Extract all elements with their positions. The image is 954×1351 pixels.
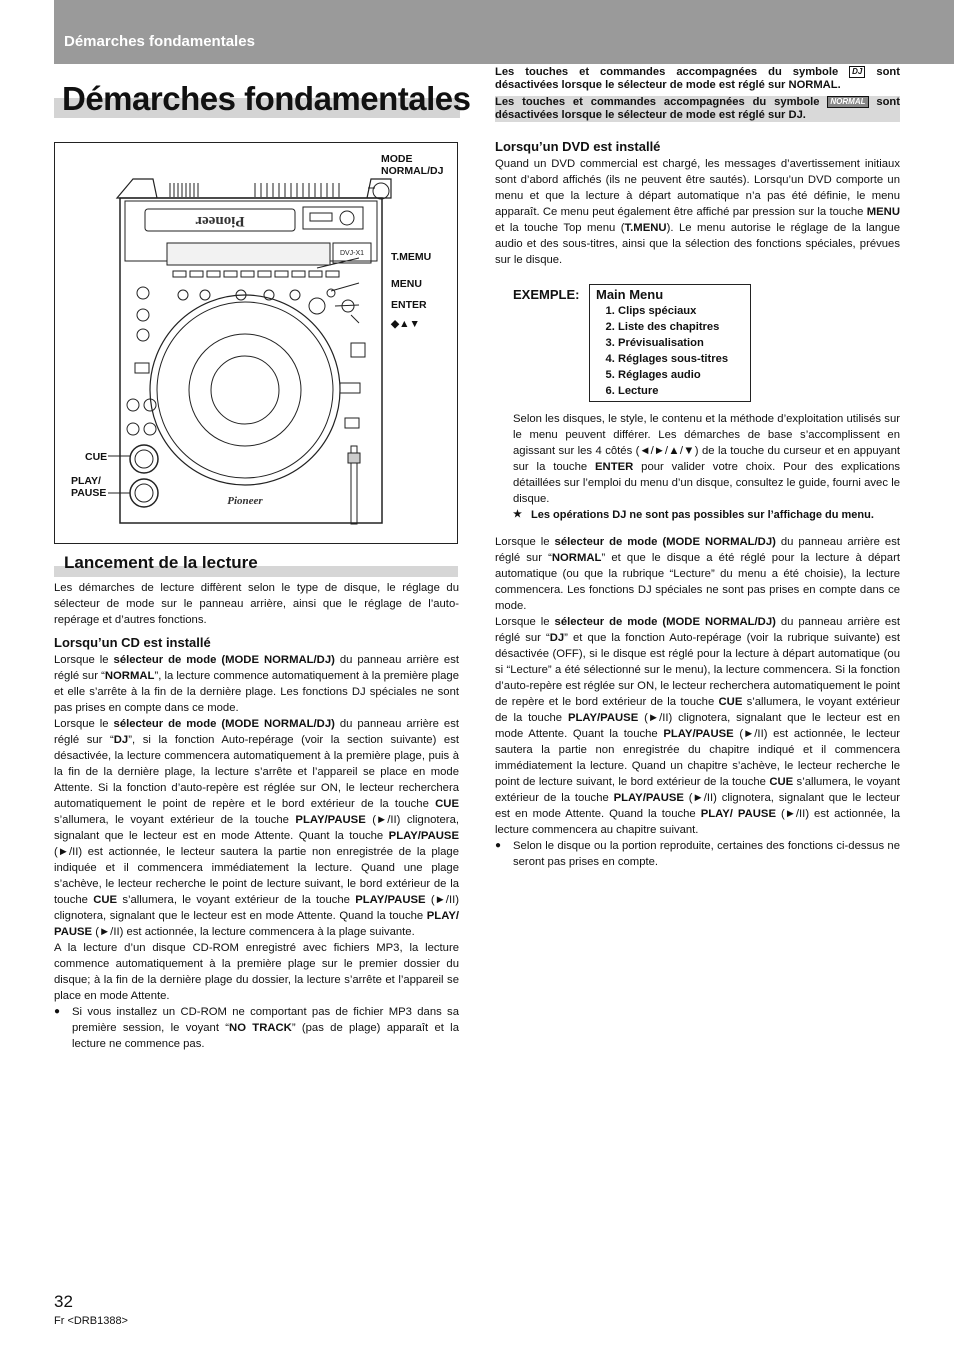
page-number: 32 [54, 1292, 73, 1311]
right-column-indented [513, 411, 900, 523]
header-bar [54, 0, 954, 64]
cd-paragraph-1: Lorsque le sélecteur de mode (MODE NORMAL/DJ) du panneau arrière est réglé sur “NORMAL”, la lecture commence automatiquement à la première plage et elle s’arrête à la fin de la dernière plage. Les fonctions DJ spéciales ne sont pas prises en compte dans ce mode. [54, 654, 459, 714]
callout-arrows: ◆▲▼ [391, 318, 420, 330]
menu-title: Main Menu [596, 287, 664, 302]
pioneer-logo-top: Pioneer [195, 213, 245, 229]
cd-paragraph-2: Lorsque le sélecteur de mode (MODE NORMAL/DJ) du panneau arrière est réglé sur “DJ”, si la fonction Auto-repérage (voir la section suivante) est désactivée, la lecture commencera automatiquement à la première plage, puis à la fin de la dernière plage, la lecture s’arrête et l’appareil se place en mode Attente. Si la fonction d’auto-repère est réglée sur ON, le lecteur recherchera automatiquement le point de repère et le bord extérieur de la touche CUE s’allumera, le voyant extérieur de la touche PLAY/PAUSE (►/II) clignotera, signalant que le lecteur est en mode Attente. Quant la touche PLAY/PAUSE (►/II) est actionnée, le lecteur sautera la partie non enregistrée de la plage indiquée et il commencera immédiatement la lecture. Quand une plage s’achève, le lecteur recherche le point de lecture suivant, le bord extérieur de la touche CUE s’allumera, le voyant extérieur de la touche PLAY/PAUSE (►/II) clignotera, signalant que le lecteur est en mode Attente. Quand la touche PLAY/ PAUSE (►/II) est actionnée, la lecture commencera à la plage suivante. [54, 718, 459, 938]
note-normal-text-b: sont désactivées lorsque le sélecteur de mode est réglé sur DJ. [495, 96, 900, 121]
dvd-star-note: ★ Les opérations DJ ne sont pas possibles sur l’affichage du menu. [513, 507, 900, 523]
section-title: Lancement de la lecture [64, 553, 258, 572]
right-column-top [495, 138, 900, 268]
dvd-paragraph-2: Selon les disques, le style, le contenu et la méthode d’exploitation utilisés sur le menu peuvent différer. Les démarches de base s’accomplissent en agissant sur les 4 côtés (◄/►/▲/▼) de la touche du curseur et en appuyant sur la touche ENTER pour valider votre choix. Pour des explications détaillées sur l’emploi du menu d’un disque, consultez le guide, fourni avec le disque. [513, 413, 900, 505]
dvd-paragraph-1: Quand un DVD commercial est chargé, les messages d’avertissement initiaux sont d’abord affichés (ils ne peuvent être sautés). Lorsqu’un DVD comporte un menu et que la lecture à départ automatique n’a pas été définie, le menu apparaît. Ce menu peut également être affiché par pression sur la touche MENU et la touche Top menu (T.MENU). Le menu autorise le réglage de la langue audio et des sous-titres, ainsi que la sélection des fonctions spéciales, prévues sur le disque. [495, 158, 900, 266]
header-section-title: Démarches fondamentales [64, 33, 255, 50]
dj-badge-icon: DJ [849, 66, 865, 78]
menu-item: 3. Prévisualisation [618, 335, 744, 351]
left-column [54, 580, 459, 1052]
dvd-heading: Lorsqu’un DVD est installé [495, 139, 661, 154]
menu-item: 1. Clips spéciaux [618, 303, 744, 319]
note-dj-text-b: sont désactivées lorsque le sélecteur de mode est réglé sur NORMAL. [495, 66, 900, 91]
mode-notes [495, 66, 900, 122]
callout-enter: ENTER [391, 299, 427, 311]
page-code: Fr <DRB1388> [54, 1315, 128, 1327]
cd-paragraph-3: A la lecture d’un disque CD-ROM enregistré avec fichiers MP3, la lecture commence automatiquement à la première plage sur le premier dossier du disque; à la fin de la dernière plage du dossier, la lecture s’arrête et l’appareil se place en mode Attente. [54, 942, 459, 1002]
device-illustration [55, 143, 457, 543]
dvd-paragraph-3: Lorsque le sélecteur de mode (MODE NORMAL/DJ) du panneau arrière est réglé sur “NORMAL” et que le disque a été réglé pour la lecture à départ automatique (ou que la rubrique “Lecture” du menu a été choisie), la lecture commencera. Les fonctions DJ spéciales ne sont pas prises en compte dans ce mode. [495, 536, 900, 612]
cd-heading: Lorsqu’un CD est installé [54, 635, 211, 650]
menu-item: 4. Réglages sous-titres [618, 351, 744, 367]
model-label: DVJ-X1 [339, 250, 365, 257]
lancement-intro: Les démarches de lecture diffèrent selon le type de disque, le réglage du sélecteur de mode sur le panneau arrière, ainsi que le réglage de l’auto-repérage et d’autres fonctions. [54, 582, 459, 626]
pioneer-logo-bottom: Pioneer [227, 495, 263, 507]
dvd-paragraph-4: Lorsque le sélecteur de mode (MODE NORMAL/DJ) du panneau arrière est réglé sur “DJ” et que la fonction Auto-repérage (voir la rubrique suivante) est désactivée (OFF), si le disque est réglé pour la lecture à départ automatique (ou si “Lecture” a été sélectionné sur le menu), la lecture commencera. Si la fonction d’auto-repère est réglée sur ON, le lecteur recherchera automatiquement le point de repère et le bord extérieur de la touche CUE s’allumera, le voyant extérieur de la touche PLAY/PAUSE (►/II) clignotera, signalant que le lecteur est en mode Attente. Quant la touche PLAY/PAUSE (►/II) est actionnée, le lecteur sautera la partie non enregistrée du chapitre indiqué et il commencera immédiatement la lecture. Quand un chapitre s’achève, le lecteur recherche le point de lecture suivant, le bord extérieur de la touche CUE s’allumera, le voyant extérieur de la touche PLAY/PAUSE (►/II) clignotera, signalant que le lecteur est en mode Attente. Quand la touche PLAY/ PAUSE (►/II) est actionnée, la lecture commencera au chapitre suivant. [495, 616, 901, 836]
example-label: EXEMPLE: [513, 287, 580, 302]
page-title: Démarches fondamentales [62, 80, 471, 117]
callout-menu: MENU [391, 278, 422, 290]
menu-item: 2. Liste des chapitres [618, 319, 744, 335]
callout-tmenu: T.MEMU [391, 251, 432, 263]
normal-badge-icon: NORMAL [827, 96, 868, 108]
cue-button-icon [130, 445, 158, 473]
memory-button-row [173, 271, 339, 277]
note-normal-text-a: Les touches et commandes accompagnées du symbole [495, 96, 820, 108]
note-normal [495, 96, 900, 122]
jog-outer [150, 295, 340, 485]
callout-mode: MODE NORMAL/DJ [381, 153, 444, 177]
play-pause-button-icon [130, 479, 158, 507]
example-menu-box [589, 284, 751, 402]
right-column-bottom [495, 534, 900, 870]
device-figure [54, 142, 458, 544]
cd-bullet: ● Si vous installez un CD-ROM ne comportant pas de fichier MP3 dans sa première session, le voyant “NO TRACK” (pas de plage) apparaît et la lecture ne commence pas. [54, 1004, 459, 1052]
menu-list [596, 303, 744, 399]
dvd-bullet: ● Selon le disque ou la portion reproduite, certaines des fonctions ci-dessus ne seront pas prises en compte. [495, 838, 900, 870]
top-vent-icon [170, 183, 339, 197]
menu-item: 5. Réglages audio [618, 367, 744, 383]
callout-cue: CUE [85, 451, 108, 463]
callout-play-pause: PLAY/ PAUSE [71, 475, 107, 499]
menu-item: 6. Lecture [618, 383, 744, 399]
note-dj [495, 66, 900, 92]
note-dj-text-a: Les touches et commandes accompagnées du symbole [495, 66, 839, 78]
